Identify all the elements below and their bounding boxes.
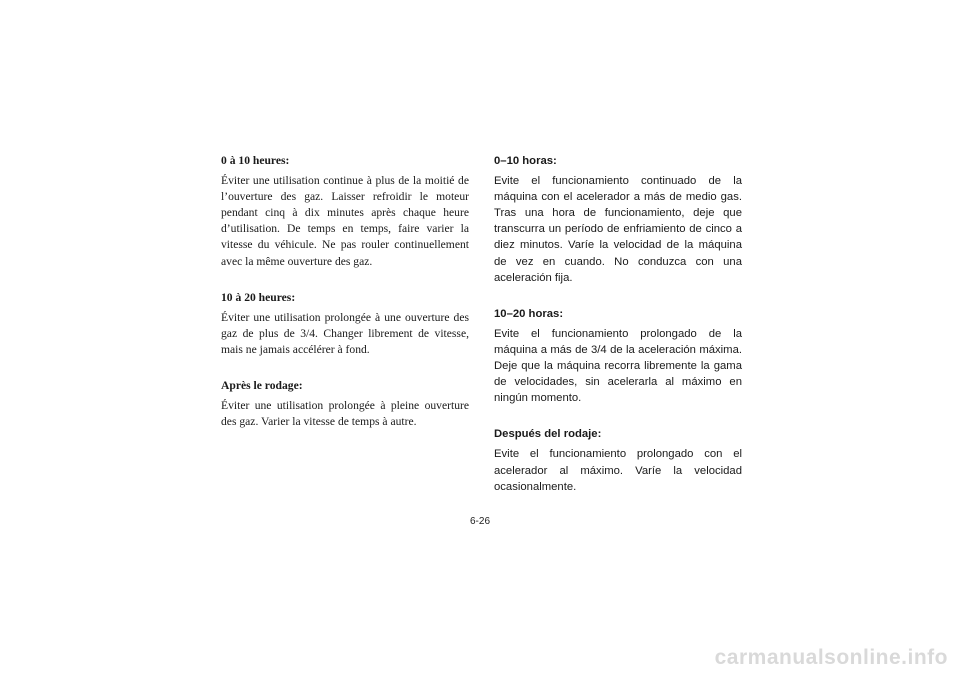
es-section-0-10-hours <box>494 153 742 286</box>
fr-heading-after-break-in: Après le rodage: <box>221 379 303 393</box>
fr-body-0-10-hours: Éviter une utilisation continue à plus de la moitié de l’ouverture des gaz. Laisser refroidir le moteur pendant cinq à dix minutes après chaque heure d’utilisation. De temps en temps, faire varier la vitesse du véhicule. Ne pas rouler continuellement avec la même ouverture des gaz. <box>221 174 469 268</box>
fr-section-after-break-in <box>221 378 469 430</box>
fr-heading-10-20-hours: 10 à 20 heures: <box>221 290 296 304</box>
fr-body-10-20-hours: Éviter une utilisation prolongée à une ouverture des gaz de plus de 3/4. Changer librement de vitesse, mais ne jamais accélérer à fond. <box>221 310 469 356</box>
fr-section-10-20-hours <box>221 290 469 358</box>
page-number: 6-26 <box>469 516 490 527</box>
es-heading-0-10-hours: 0–10 horas: <box>494 155 557 167</box>
spanish-column <box>494 153 742 515</box>
site-watermark: carmanualsonline.info <box>714 646 948 669</box>
es-heading-10-20-hours: 10–20 horas: <box>494 307 564 320</box>
fr-body-after-break-in: Éviter une utilisation prolongée à pleine ouverture des gaz. Varier la vitesse de temps à autre. <box>221 399 469 429</box>
es-section-after-break-in <box>494 426 742 494</box>
es-section-10-20-hours <box>494 306 742 407</box>
es-body-0-10-hours: Evite el funcionamiento continuado de la máquina con el acelerador a más de medio gas. Tras una hora de funcionamiento, deje que transcurra un período de enfriamiento de cinco a diez minutos. Varíe la velocidad de la máquina de vez en cuando. No conduzca con una aceleración fija. <box>494 175 742 284</box>
es-body-after-break-in: Evite el funcionamiento prolongado con el acelerador al máximo. Varíe la velocidad ocasionalmente. <box>494 448 742 493</box>
es-heading-after-break-in: Después del rodaje: <box>494 428 602 441</box>
es-body-10-20-hours: Evite el funcionamiento prolongado de la máquina a más de 3/4 de la aceleración máxima. Deje que la máquina recorra libremente la gama de velocidades, sin acelerarla al máximo en ningún momento. <box>494 327 742 405</box>
french-column <box>221 153 469 450</box>
fr-section-0-10-hours <box>221 153 469 270</box>
fr-heading-0-10-hours: 0 à 10 heures: <box>221 154 290 167</box>
